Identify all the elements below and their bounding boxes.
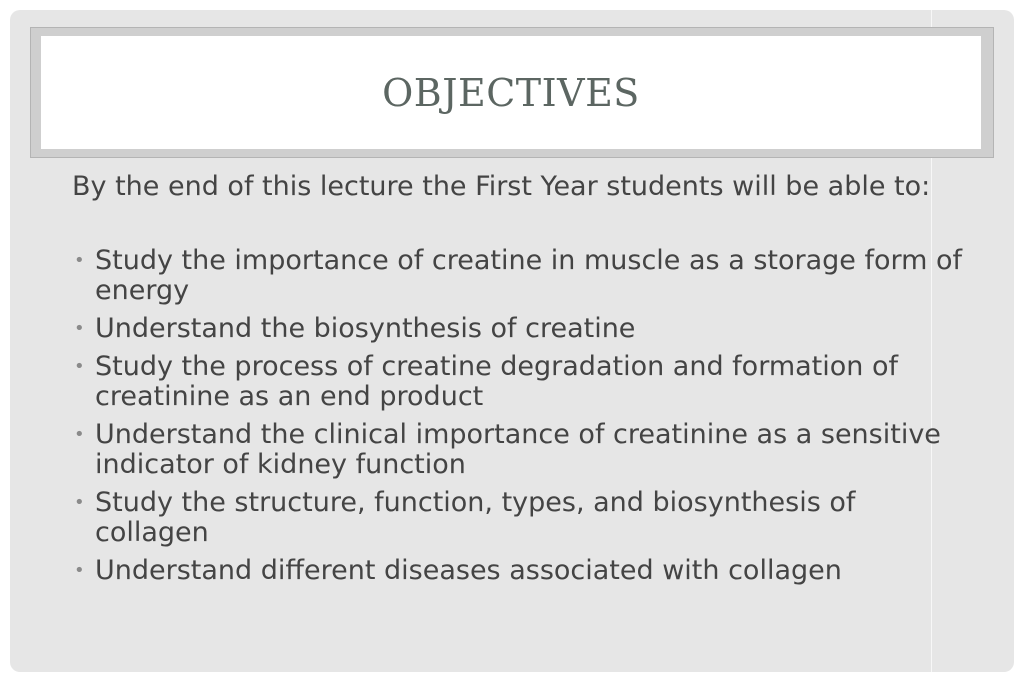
bullet-icon: • (74, 492, 85, 513)
bullet-icon: • (74, 356, 85, 377)
slide (10, 10, 1014, 672)
slide-content (72, 172, 972, 594)
objectives-list (72, 246, 972, 586)
list-item-text: Understand the biosynthesis of creatine (95, 313, 636, 344)
list-item (72, 352, 972, 412)
list-item (72, 314, 972, 344)
slide-title: OBJECTIVES (382, 70, 640, 115)
list-item (72, 488, 972, 548)
intro-text: By the end of this lecture the First Year students will be able to: (72, 171, 931, 202)
list-item (72, 420, 972, 480)
bullet-icon: • (74, 560, 85, 581)
title-frame (30, 27, 994, 158)
list-item (72, 246, 972, 306)
list-item-text: Understand the clinical importance of creatinine as a sensitive indicator of kidney function (95, 419, 941, 480)
list-item-text: Study the importance of creatine in muscle as a storage form of energy (95, 245, 963, 306)
list-item-text: Study the process of creatine degradation and formation of creatinine as an end product (95, 351, 898, 412)
list-item-text: Understand different diseases associated with collagen (95, 555, 842, 586)
title-box (41, 36, 981, 149)
bullet-icon: • (74, 318, 85, 339)
bullet-icon: • (74, 424, 85, 445)
list-item-text: Study the structure, function, types, and biosynthesis of collagen (95, 487, 856, 548)
list-item (72, 556, 972, 586)
bullet-icon: • (74, 250, 85, 271)
